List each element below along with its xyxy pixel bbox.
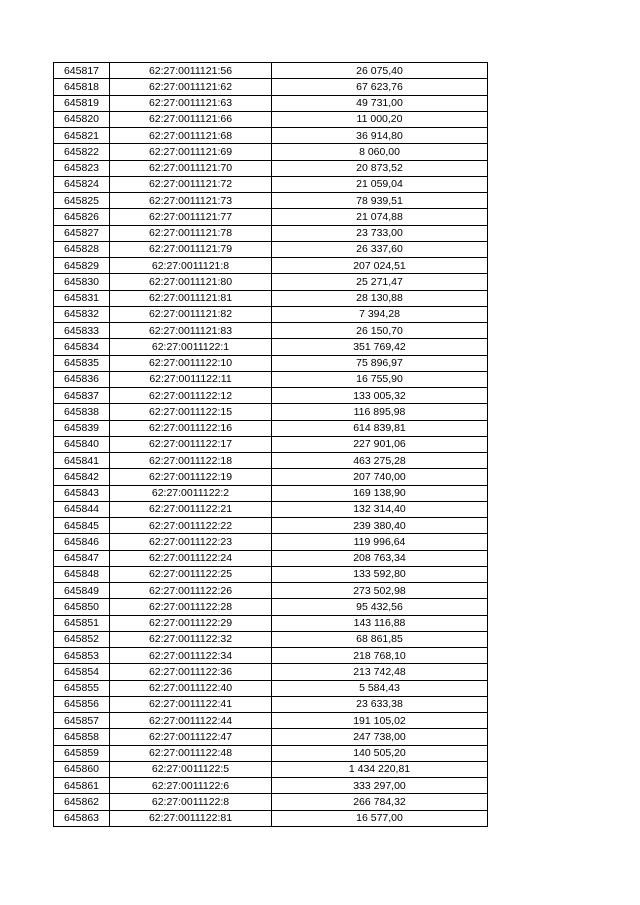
table-row — [54, 745, 488, 761]
row-number-cell: 645855 — [54, 680, 110, 696]
cadastral-number-cell: 62:27:0011122:34 — [110, 648, 272, 664]
cadastral-number-cell: 62:27:0011122:25 — [110, 566, 272, 582]
row-number-cell: 645862 — [54, 794, 110, 810]
row-number-cell: 645817 — [54, 63, 110, 79]
table-row — [54, 501, 488, 517]
value-cell: 132 314,40 — [272, 501, 488, 517]
value-cell: 67 623,76 — [272, 79, 488, 95]
value-cell: 351 769,42 — [272, 339, 488, 355]
value-cell: 11 000,20 — [272, 111, 488, 127]
row-number-cell: 645854 — [54, 664, 110, 680]
cadastral-number-cell: 62:27:0011122:18 — [110, 453, 272, 469]
row-number-cell: 645863 — [54, 810, 110, 826]
cadastral-number-cell: 62:27:0011122:10 — [110, 355, 272, 371]
cadastral-number-cell: 62:27:0011121:83 — [110, 323, 272, 339]
table-row — [54, 128, 488, 144]
table-row — [54, 111, 488, 127]
row-number-cell: 645847 — [54, 550, 110, 566]
cadastral-number-cell: 62:27:0011122:23 — [110, 534, 272, 550]
value-cell: 614 839,81 — [272, 420, 488, 436]
table-row — [54, 599, 488, 615]
value-cell: 133 005,32 — [272, 388, 488, 404]
cadastral-number-cell: 62:27:0011121:8 — [110, 258, 272, 274]
value-cell: 95 432,56 — [272, 599, 488, 615]
cadastral-number-cell: 62:27:0011122:2 — [110, 485, 272, 501]
cadastral-number-cell: 62:27:0011122:17 — [110, 436, 272, 452]
row-number-cell: 645838 — [54, 404, 110, 420]
table-row — [54, 664, 488, 680]
cadastral-number-cell: 62:27:0011122:6 — [110, 778, 272, 794]
value-cell: 273 502,98 — [272, 583, 488, 599]
cadastral-number-cell: 62:27:0011122:1 — [110, 339, 272, 355]
value-cell: 16 577,00 — [272, 810, 488, 826]
row-number-cell: 645843 — [54, 485, 110, 501]
row-number-cell: 645828 — [54, 241, 110, 257]
cadastral-number-cell: 62:27:0011122:41 — [110, 696, 272, 712]
table-row — [54, 160, 488, 176]
value-cell: 213 742,48 — [272, 664, 488, 680]
cadastral-number-cell: 62:27:0011121:73 — [110, 193, 272, 209]
value-cell: 26 337,60 — [272, 241, 488, 257]
table-row — [54, 534, 488, 550]
table-row — [54, 95, 488, 111]
row-number-cell: 645857 — [54, 713, 110, 729]
table-row — [54, 241, 488, 257]
cadastral-number-cell: 62:27:0011121:72 — [110, 176, 272, 192]
value-cell: 239 380,40 — [272, 518, 488, 534]
table-row — [54, 794, 488, 810]
row-number-cell: 645837 — [54, 388, 110, 404]
cadastral-number-cell: 62:27:0011122:44 — [110, 713, 272, 729]
table-body — [54, 63, 488, 827]
table-row — [54, 550, 488, 566]
table-row — [54, 615, 488, 631]
cadastral-number-cell: 62:27:0011122:81 — [110, 810, 272, 826]
cadastral-number-cell: 62:27:0011122:26 — [110, 583, 272, 599]
data-table — [53, 62, 488, 827]
value-cell: 26 075,40 — [272, 63, 488, 79]
row-number-cell: 645852 — [54, 631, 110, 647]
row-number-cell: 645824 — [54, 176, 110, 192]
table-row — [54, 420, 488, 436]
row-number-cell: 645848 — [54, 566, 110, 582]
value-cell: 207 024,51 — [272, 258, 488, 274]
value-cell: 266 784,32 — [272, 794, 488, 810]
cadastral-number-cell: 62:27:0011121:69 — [110, 144, 272, 160]
table-row — [54, 339, 488, 355]
cadastral-number-cell: 62:27:0011122:21 — [110, 501, 272, 517]
value-cell: 8 060,00 — [272, 144, 488, 160]
value-cell: 333 297,00 — [272, 778, 488, 794]
value-cell: 169 138,90 — [272, 485, 488, 501]
value-cell: 25 271,47 — [272, 274, 488, 290]
table-row — [54, 323, 488, 339]
table-row — [54, 306, 488, 322]
row-number-cell: 645850 — [54, 599, 110, 615]
row-number-cell: 645853 — [54, 648, 110, 664]
cadastral-number-cell: 62:27:0011122:19 — [110, 469, 272, 485]
table-row — [54, 583, 488, 599]
cadastral-number-cell: 62:27:0011121:77 — [110, 209, 272, 225]
table-row — [54, 729, 488, 745]
cadastral-number-cell: 62:27:0011122:47 — [110, 729, 272, 745]
table-row — [54, 680, 488, 696]
table-row — [54, 176, 488, 192]
row-number-cell: 645825 — [54, 193, 110, 209]
value-cell: 119 996,64 — [272, 534, 488, 550]
row-number-cell: 645821 — [54, 128, 110, 144]
cadastral-number-cell: 62:27:0011122:12 — [110, 388, 272, 404]
cadastral-number-cell: 62:27:0011122:28 — [110, 599, 272, 615]
table-row — [54, 371, 488, 387]
table-row — [54, 696, 488, 712]
table-row — [54, 290, 488, 306]
cadastral-number-cell: 62:27:0011122:5 — [110, 761, 272, 777]
value-cell: 140 505,20 — [272, 745, 488, 761]
table-row — [54, 144, 488, 160]
table-row — [54, 258, 488, 274]
table-row — [54, 436, 488, 452]
row-number-cell: 645832 — [54, 306, 110, 322]
table-row — [54, 79, 488, 95]
cadastral-number-cell: 62:27:0011122:8 — [110, 794, 272, 810]
cadastral-number-cell: 62:27:0011121:66 — [110, 111, 272, 127]
cadastral-number-cell: 62:27:0011122:11 — [110, 371, 272, 387]
table-row — [54, 209, 488, 225]
row-number-cell: 645827 — [54, 225, 110, 241]
value-cell: 191 105,02 — [272, 713, 488, 729]
value-cell: 28 130,88 — [272, 290, 488, 306]
table-row — [54, 631, 488, 647]
cadastral-number-cell: 62:27:0011122:15 — [110, 404, 272, 420]
document-page — [53, 62, 488, 827]
value-cell: 16 755,90 — [272, 371, 488, 387]
value-cell: 7 394,28 — [272, 306, 488, 322]
table-row — [54, 63, 488, 79]
row-number-cell: 645858 — [54, 729, 110, 745]
cadastral-number-cell: 62:27:0011121:70 — [110, 160, 272, 176]
table-row — [54, 648, 488, 664]
table-row — [54, 566, 488, 582]
table-row — [54, 761, 488, 777]
value-cell: 207 740,00 — [272, 469, 488, 485]
row-number-cell: 645842 — [54, 469, 110, 485]
value-cell: 21 059,04 — [272, 176, 488, 192]
table-row — [54, 225, 488, 241]
value-cell: 20 873,52 — [272, 160, 488, 176]
table-row — [54, 713, 488, 729]
value-cell: 208 763,34 — [272, 550, 488, 566]
value-cell: 36 914,80 — [272, 128, 488, 144]
row-number-cell: 645830 — [54, 274, 110, 290]
cadastral-number-cell: 62:27:0011121:81 — [110, 290, 272, 306]
value-cell: 463 275,28 — [272, 453, 488, 469]
table-row — [54, 469, 488, 485]
value-cell: 143 116,88 — [272, 615, 488, 631]
cadastral-number-cell: 62:27:0011121:79 — [110, 241, 272, 257]
value-cell: 218 768,10 — [272, 648, 488, 664]
cadastral-number-cell: 62:27:0011122:16 — [110, 420, 272, 436]
row-number-cell: 645851 — [54, 615, 110, 631]
row-number-cell: 645845 — [54, 518, 110, 534]
cadastral-number-cell: 62:27:0011122:48 — [110, 745, 272, 761]
row-number-cell: 645829 — [54, 258, 110, 274]
row-number-cell: 645820 — [54, 111, 110, 127]
table-row — [54, 810, 488, 826]
row-number-cell: 645859 — [54, 745, 110, 761]
cadastral-number-cell: 62:27:0011121:56 — [110, 63, 272, 79]
value-cell: 26 150,70 — [272, 323, 488, 339]
row-number-cell: 645833 — [54, 323, 110, 339]
row-number-cell: 645856 — [54, 696, 110, 712]
row-number-cell: 645834 — [54, 339, 110, 355]
value-cell: 21 074,88 — [272, 209, 488, 225]
row-number-cell: 645860 — [54, 761, 110, 777]
table-row — [54, 404, 488, 420]
row-number-cell: 645840 — [54, 436, 110, 452]
table-row — [54, 355, 488, 371]
cadastral-number-cell: 62:27:0011122:40 — [110, 680, 272, 696]
row-number-cell: 645831 — [54, 290, 110, 306]
cadastral-number-cell: 62:27:0011122:36 — [110, 664, 272, 680]
row-number-cell: 645839 — [54, 420, 110, 436]
cadastral-number-cell: 62:27:0011122:24 — [110, 550, 272, 566]
value-cell: 227 901,06 — [272, 436, 488, 452]
row-number-cell: 645844 — [54, 501, 110, 517]
row-number-cell: 645849 — [54, 583, 110, 599]
row-number-cell: 645822 — [54, 144, 110, 160]
table-row — [54, 193, 488, 209]
cadastral-number-cell: 62:27:0011121:78 — [110, 225, 272, 241]
value-cell: 78 939,51 — [272, 193, 488, 209]
cadastral-number-cell: 62:27:0011122:22 — [110, 518, 272, 534]
row-number-cell: 645841 — [54, 453, 110, 469]
value-cell: 133 592,80 — [272, 566, 488, 582]
value-cell: 1 434 220,81 — [272, 761, 488, 777]
cadastral-number-cell: 62:27:0011121:68 — [110, 128, 272, 144]
row-number-cell: 645823 — [54, 160, 110, 176]
cadastral-number-cell: 62:27:0011121:63 — [110, 95, 272, 111]
cadastral-number-cell: 62:27:0011121:82 — [110, 306, 272, 322]
value-cell: 116 895,98 — [272, 404, 488, 420]
value-cell: 247 738,00 — [272, 729, 488, 745]
cadastral-number-cell: 62:27:0011121:80 — [110, 274, 272, 290]
table-row — [54, 778, 488, 794]
value-cell: 68 861,85 — [272, 631, 488, 647]
row-number-cell: 645835 — [54, 355, 110, 371]
row-number-cell: 645836 — [54, 371, 110, 387]
table-row — [54, 518, 488, 534]
table-row — [54, 388, 488, 404]
table-row — [54, 453, 488, 469]
table-row — [54, 485, 488, 501]
value-cell: 75 896,97 — [272, 355, 488, 371]
value-cell: 49 731,00 — [272, 95, 488, 111]
value-cell: 23 633,38 — [272, 696, 488, 712]
table-row — [54, 274, 488, 290]
row-number-cell: 645846 — [54, 534, 110, 550]
cadastral-number-cell: 62:27:0011122:29 — [110, 615, 272, 631]
row-number-cell: 645818 — [54, 79, 110, 95]
cadastral-number-cell: 62:27:0011121:62 — [110, 79, 272, 95]
cadastral-number-cell: 62:27:0011122:32 — [110, 631, 272, 647]
value-cell: 23 733,00 — [272, 225, 488, 241]
row-number-cell: 645861 — [54, 778, 110, 794]
row-number-cell: 645819 — [54, 95, 110, 111]
row-number-cell: 645826 — [54, 209, 110, 225]
value-cell: 5 584,43 — [272, 680, 488, 696]
